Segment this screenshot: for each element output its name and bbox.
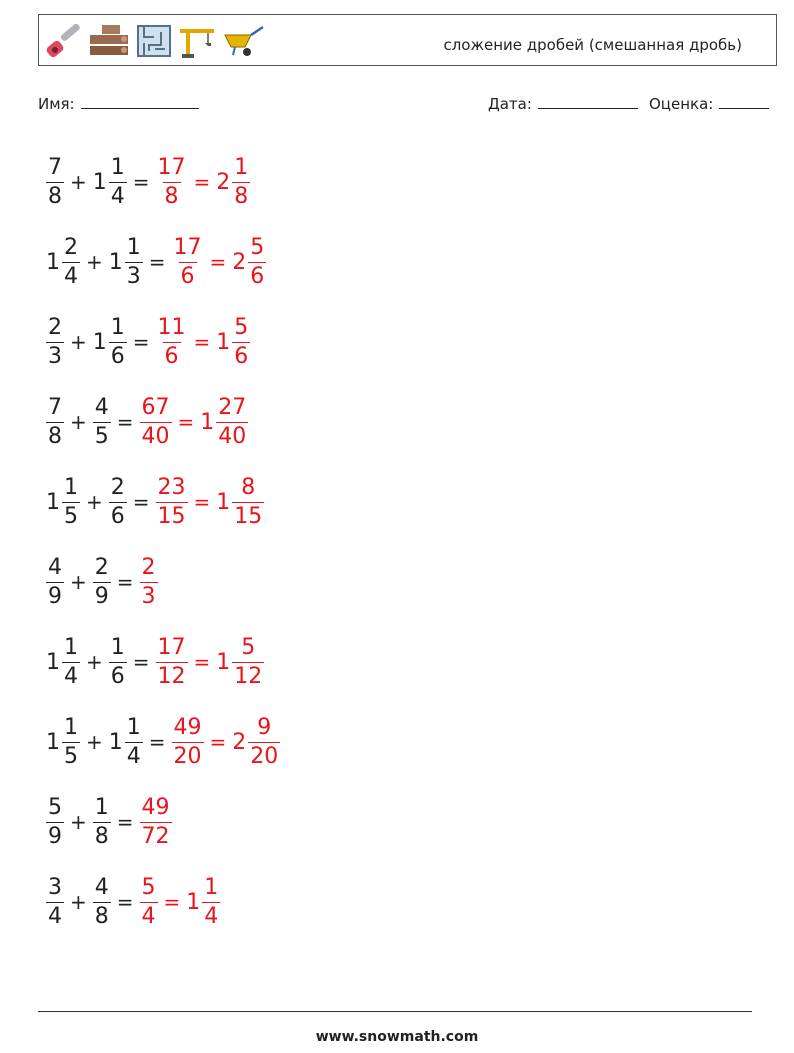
numerator: 3 xyxy=(48,874,62,900)
fraction xyxy=(46,154,64,209)
whole-part: 1 xyxy=(216,649,231,675)
footer-site: www.snowmath.com xyxy=(315,1029,479,1045)
fraction xyxy=(46,314,64,369)
grade-blank xyxy=(719,94,769,109)
whole-part: 1 xyxy=(46,729,60,755)
equals-sign-answer: = xyxy=(209,730,227,754)
mixed-answer xyxy=(216,634,264,689)
fraction xyxy=(156,154,188,209)
wheelbarrow-icon xyxy=(221,23,265,59)
denominator: 9 xyxy=(48,583,62,609)
equals-sign: = xyxy=(132,170,150,194)
numerator: 2 xyxy=(141,554,156,580)
whole-part: 1 xyxy=(46,489,60,515)
date-blank xyxy=(538,94,638,109)
equals-sign: = xyxy=(116,570,134,594)
denominator: 8 xyxy=(164,183,179,209)
fraction xyxy=(46,874,64,929)
improper-answer xyxy=(156,154,188,209)
denominator: 6 xyxy=(180,263,195,289)
fraction xyxy=(248,714,280,769)
plus-sign: + xyxy=(86,250,103,274)
equals-sign: = xyxy=(148,730,166,754)
numerator: 4 xyxy=(94,394,109,420)
worksheet-header xyxy=(38,14,777,66)
denominator: 8 xyxy=(48,423,62,449)
denominator: 8 xyxy=(94,903,109,929)
equals-sign-answer: = xyxy=(193,330,211,354)
denominator: 15 xyxy=(157,503,186,529)
fraction xyxy=(232,154,250,209)
improper-answer xyxy=(172,714,204,769)
name-field xyxy=(38,94,199,113)
fraction xyxy=(156,634,188,689)
improper-answer xyxy=(140,554,158,609)
equals-sign: = xyxy=(132,330,150,354)
fraction xyxy=(46,794,64,849)
addend-1 xyxy=(46,474,80,529)
fraction xyxy=(140,874,158,929)
numerator: 2 xyxy=(64,234,78,260)
equals-sign: = xyxy=(148,250,166,274)
addend-1 xyxy=(46,394,64,449)
footer-divider xyxy=(38,1011,752,1012)
numerator: 67 xyxy=(141,394,170,420)
fraction xyxy=(172,234,204,289)
denominator: 6 xyxy=(234,343,249,369)
problem-row xyxy=(46,862,280,942)
denominator: 8 xyxy=(48,183,62,209)
numerator: 4 xyxy=(94,874,109,900)
denominator: 8 xyxy=(94,823,109,849)
denominator: 4 xyxy=(126,743,141,769)
addend-1 xyxy=(46,234,80,289)
problem-row xyxy=(46,702,280,782)
grade-field xyxy=(649,94,769,113)
numerator: 49 xyxy=(173,714,202,740)
problem-row xyxy=(46,462,280,542)
addend-1 xyxy=(46,794,64,849)
whole-part: 1 xyxy=(108,729,123,755)
crane-icon xyxy=(178,23,216,59)
plus-sign: + xyxy=(70,170,87,194)
improper-answer xyxy=(140,794,172,849)
mixed-answer xyxy=(200,394,248,449)
header-icons xyxy=(45,23,265,59)
equals-sign-answer: = xyxy=(193,490,211,514)
numerator: 1 xyxy=(110,314,125,340)
problem-row xyxy=(46,142,280,222)
fraction xyxy=(202,874,220,929)
fraction xyxy=(93,554,111,609)
addend-2 xyxy=(93,394,111,449)
addend-2 xyxy=(93,874,111,929)
fraction xyxy=(46,394,64,449)
fraction xyxy=(109,634,127,689)
denominator: 3 xyxy=(48,343,62,369)
numerator: 1 xyxy=(110,154,125,180)
numerator: 17 xyxy=(157,634,186,660)
addend-2 xyxy=(92,314,127,369)
plus-sign: + xyxy=(70,330,87,354)
whole-part: 1 xyxy=(46,249,60,275)
whole-part: 2 xyxy=(232,249,247,275)
whole-part: 1 xyxy=(216,329,231,355)
denominator: 4 xyxy=(110,183,125,209)
whole-part: 1 xyxy=(186,889,201,915)
numerator: 5 xyxy=(48,794,62,820)
fraction xyxy=(93,874,111,929)
name-label: Имя: xyxy=(38,95,75,113)
numerator: 49 xyxy=(141,794,170,820)
whole-part: 1 xyxy=(46,649,60,675)
equals-sign-answer: = xyxy=(209,250,227,274)
addend-1 xyxy=(46,714,80,769)
denominator: 12 xyxy=(157,663,186,689)
wood-logs-icon xyxy=(88,23,130,59)
fraction xyxy=(216,394,248,449)
mixed-answer xyxy=(216,314,250,369)
fraction xyxy=(156,474,188,529)
whole-part: 1 xyxy=(216,489,231,515)
numerator: 5 xyxy=(141,874,156,900)
equals-sign: = xyxy=(132,650,150,674)
mixed-answer xyxy=(216,154,250,209)
equals-sign: = xyxy=(132,490,150,514)
fraction xyxy=(125,714,143,769)
denominator: 20 xyxy=(173,743,202,769)
whole-part: 1 xyxy=(92,169,107,195)
fraction xyxy=(125,234,143,289)
fraction xyxy=(62,634,80,689)
problem-row xyxy=(46,302,280,382)
denominator: 20 xyxy=(250,743,279,769)
fraction xyxy=(62,234,80,289)
fraction xyxy=(93,394,111,449)
numerator: 1 xyxy=(126,234,141,260)
fraction xyxy=(232,474,264,529)
numerator: 7 xyxy=(48,394,62,420)
chainsaw-icon xyxy=(45,23,83,59)
addend-1 xyxy=(46,634,80,689)
addend-2 xyxy=(108,234,143,289)
problem-row xyxy=(46,382,280,462)
fraction xyxy=(172,714,204,769)
denominator: 6 xyxy=(110,343,125,369)
fraction xyxy=(109,474,127,529)
plus-sign: + xyxy=(70,410,87,434)
addend-2 xyxy=(92,154,127,209)
denominator: 5 xyxy=(64,503,78,529)
fraction xyxy=(140,794,172,849)
numerator: 11 xyxy=(157,314,186,340)
grade-label: Оценка: xyxy=(649,95,714,113)
denominator: 15 xyxy=(234,503,263,529)
fraction xyxy=(109,154,127,209)
denominator: 4 xyxy=(64,263,78,289)
mixed-answer xyxy=(232,234,266,289)
plus-sign: + xyxy=(70,570,87,594)
fraction xyxy=(248,234,266,289)
fraction xyxy=(140,394,172,449)
worksheet-title: сложение дробей (смешанная дробь) xyxy=(443,36,742,54)
denominator: 8 xyxy=(234,183,249,209)
equals-sign: = xyxy=(116,410,134,434)
fraction xyxy=(109,314,127,369)
date-label: Дата: xyxy=(488,95,532,113)
denominator: 3 xyxy=(141,583,156,609)
numerator: 9 xyxy=(257,714,272,740)
equals-sign-answer: = xyxy=(193,650,211,674)
denominator: 4 xyxy=(204,903,219,929)
mixed-answer xyxy=(186,874,220,929)
addend-2 xyxy=(109,634,127,689)
denominator: 72 xyxy=(141,823,170,849)
numerator: 5 xyxy=(241,634,256,660)
numerator: 1 xyxy=(204,874,219,900)
addend-1 xyxy=(46,314,64,369)
numerator: 2 xyxy=(94,554,109,580)
numerator: 7 xyxy=(48,154,62,180)
fraction xyxy=(140,554,158,609)
improper-answer xyxy=(140,874,158,929)
numerator: 23 xyxy=(157,474,186,500)
maze-icon xyxy=(135,23,173,59)
numerator: 1 xyxy=(110,634,125,660)
equals-sign-answer: = xyxy=(177,410,195,434)
numerator: 17 xyxy=(157,154,186,180)
numerator: 4 xyxy=(48,554,62,580)
problem-row xyxy=(46,782,280,862)
problem-list xyxy=(46,142,280,942)
mixed-answer xyxy=(216,474,264,529)
addend-2 xyxy=(109,474,127,529)
numerator: 1 xyxy=(94,794,109,820)
problem-row xyxy=(46,222,280,302)
plus-sign: + xyxy=(86,730,103,754)
plus-sign: + xyxy=(70,810,87,834)
equals-sign-answer: = xyxy=(163,890,181,914)
equals-sign-answer: = xyxy=(193,170,211,194)
fraction xyxy=(232,314,250,369)
numerator: 5 xyxy=(250,234,265,260)
name-blank xyxy=(81,94,199,109)
numerator: 8 xyxy=(241,474,256,500)
plus-sign: + xyxy=(86,650,103,674)
numerator: 2 xyxy=(48,314,62,340)
denominator: 12 xyxy=(234,663,263,689)
numerator: 27 xyxy=(218,394,247,420)
improper-answer xyxy=(156,634,188,689)
problem-row xyxy=(46,542,280,622)
improper-answer xyxy=(156,474,188,529)
improper-answer xyxy=(172,234,204,289)
numerator: 1 xyxy=(64,634,78,660)
denominator: 9 xyxy=(94,583,109,609)
date-field xyxy=(488,94,638,113)
equals-sign: = xyxy=(116,810,134,834)
denominator: 3 xyxy=(126,263,141,289)
problem-row xyxy=(46,622,280,702)
numerator: 1 xyxy=(234,154,249,180)
denominator: 6 xyxy=(110,663,125,689)
plus-sign: + xyxy=(70,890,87,914)
denominator: 4 xyxy=(64,663,78,689)
whole-part: 1 xyxy=(92,329,107,355)
addend-1 xyxy=(46,554,64,609)
addend-1 xyxy=(46,874,64,929)
denominator: 40 xyxy=(218,423,247,449)
denominator: 6 xyxy=(110,503,125,529)
numerator: 1 xyxy=(126,714,141,740)
denominator: 6 xyxy=(250,263,265,289)
whole-part: 2 xyxy=(232,729,247,755)
denominator: 5 xyxy=(94,423,109,449)
whole-part: 1 xyxy=(200,409,215,435)
fraction xyxy=(156,314,188,369)
whole-part: 1 xyxy=(108,249,123,275)
equals-sign: = xyxy=(116,890,134,914)
fraction xyxy=(46,554,64,609)
denominator: 5 xyxy=(64,743,78,769)
improper-answer xyxy=(156,314,188,369)
denominator: 6 xyxy=(164,343,179,369)
fraction xyxy=(232,634,264,689)
denominator: 4 xyxy=(48,903,62,929)
addend-2 xyxy=(108,714,143,769)
numerator: 1 xyxy=(64,474,78,500)
numerator: 17 xyxy=(173,234,202,260)
denominator: 9 xyxy=(48,823,62,849)
whole-part: 2 xyxy=(216,169,231,195)
addend-1 xyxy=(46,154,64,209)
fraction xyxy=(93,794,111,849)
addend-2 xyxy=(93,794,111,849)
numerator: 5 xyxy=(234,314,249,340)
addend-2 xyxy=(93,554,111,609)
improper-answer xyxy=(140,394,172,449)
numerator: 1 xyxy=(64,714,78,740)
numerator: 2 xyxy=(110,474,125,500)
mixed-answer xyxy=(232,714,280,769)
denominator: 40 xyxy=(141,423,170,449)
fraction xyxy=(62,474,80,529)
plus-sign: + xyxy=(86,490,103,514)
denominator: 4 xyxy=(141,903,156,929)
fraction xyxy=(62,714,80,769)
